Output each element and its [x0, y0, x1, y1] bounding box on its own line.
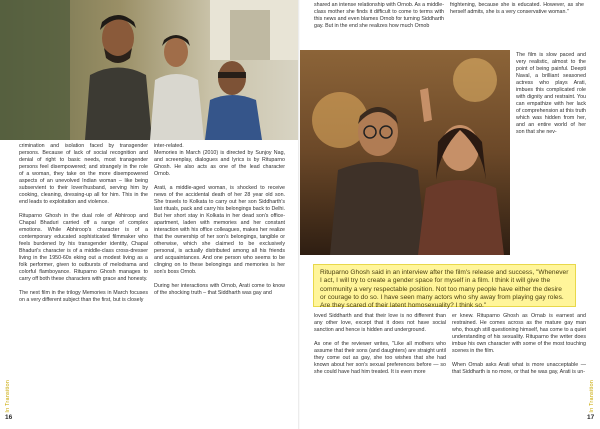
paragraph: Rituparno Ghosh in the dual role of Abhiroop and Chapal Bhaduri carried off a range of complex emotions. While Abhiroop's character is of a contemporary educated sophisticated filmmaker who feels burdened by his transgender identity, Chapal Bhaduri's character is of a middle-class cross-dresser living in the 1950-60s eking out a modest living as a folk performer, given to outbursts of melodrama and colorful flamboyance. Rituparno Ghosh manages to carry off both these characters with grace and honesty.	[19, 213, 148, 282]
pull-quote: Rituparno Ghosh said in an interview after the film's release and success, "Whenever I act, I will try to create a gender space for myself in a film. I think it will give the community a very respectable position. Not too many people have either the desire or courage to do so. I have seen many actors who shy away from playing gay roles. Are they scared of their latent homosexuality? I think so."	[313, 264, 576, 307]
right-top-column-2	[450, 2, 584, 47]
paragraph: crimination and isolation faced by transgender persons. Because of lack of social recognition and denial of right to basic needs, most transgender persons feel disempowered; and strangely in the role of a woman, they take on the more disempowered aspects of an unevolved Indian woman – like being subservient to their lover/husband, serving him by cooking, cleaning, dressing-up all for him. This in the end leads to exploitation and violence.	[19, 143, 148, 205]
film-still-illustration	[0, 0, 300, 140]
left-column-1	[19, 143, 148, 423]
film-still-photo-left	[0, 0, 300, 140]
right-bottom-column-1	[314, 313, 446, 425]
paragraph: During her interactions with Ornob, Arati come to know of the shocking truth – that Siddharth was gay and	[154, 283, 285, 296]
section-side-label: In Transition	[589, 380, 595, 413]
section-side-label: In Transition	[5, 380, 11, 413]
paragraph: frightening, because she is educated. However, as she herself admits, she is a very conservative woman."	[450, 2, 584, 15]
paragraph: loved Siddharth and that their love is no different than any other love, except that it does not have social sanction and hence is hidden and underground.	[314, 313, 446, 333]
paragraph: The next film in the trilogy Memories in March focuses on a very different subject than the first, but is closely	[19, 290, 148, 303]
left-column-2	[154, 143, 285, 423]
paragraph: Arati, a middle-aged woman, is shocked to receive news of the accidental death of her 28 year old son. She travels to Kolkata to carry out her son Siddharth's last rituals, pack and carry his belongings back to Delhi. But her short stay in Kolkata in her dead son's office-apartment, laden with memories and her constant interaction with his office colleagues, makes her realize that the ownership of her son's belongings, tangible or otherwise, which she claimed to be exclusively personal, is actually distributed among all his friends and acquaintances. And one person who seems to be clinging on to these belongings and memories is her son's boss Ornob.	[154, 185, 285, 275]
right-bottom-column-2	[452, 313, 586, 425]
right-side-column	[516, 52, 586, 257]
right-page	[300, 0, 600, 429]
page-number: 16	[5, 414, 13, 421]
paragraph: inter-related.	[154, 143, 184, 149]
paragraph: shared an intense relationship with Ornob. As a middle-class mother she finds it difficult to come to terms with this news and even blames Ornob for turning Siddharth gay. But in the end she realizes how much Ornob	[314, 2, 444, 29]
right-top-column-1	[314, 2, 444, 47]
film-still-illustration	[300, 50, 510, 255]
paragraph: As one of the reviewer writes, "Like all mothers who assume that their sons (and daughters) are straight until they come out as gay, she too wishes that she had known about her son's sexual preferences before — so she could have had him treated. It is even more	[314, 341, 446, 375]
paragraph: Memories in March (2010) is directed by Sunjoy Nag, and screenplay, dialogues and lyrics is by Rituparno Ghosh. He also acts as one of the lead character Ornob.	[154, 150, 285, 177]
paragraph: The film is slow paced and very realistic, almost to the point of being painful. Deepti Naval, a brilliant seasoned actress who plays Arati, imbues this complicated role with dignity and restraint. You can empathize with her lack of comprehension at this truth which was hidden from her, and an entire world of her son that she nev-	[516, 52, 586, 135]
film-still-photo-right	[300, 50, 510, 255]
paragraph: er knew. Rituparno Ghosh as Ornab is earnest and restrained. He comes across as the mature gay man who, though still questioning himself, has come to a quiet understanding of his sexuality. Rituparno the writer does imbue his own character with some of the most touching scenes in the film.	[452, 313, 586, 354]
paragraph: When Ornab asks Arati what is more unacceptable — that Siddharth is no more, or that he was gay, Arati is un-	[452, 362, 586, 375]
page-number: 17	[587, 414, 595, 421]
